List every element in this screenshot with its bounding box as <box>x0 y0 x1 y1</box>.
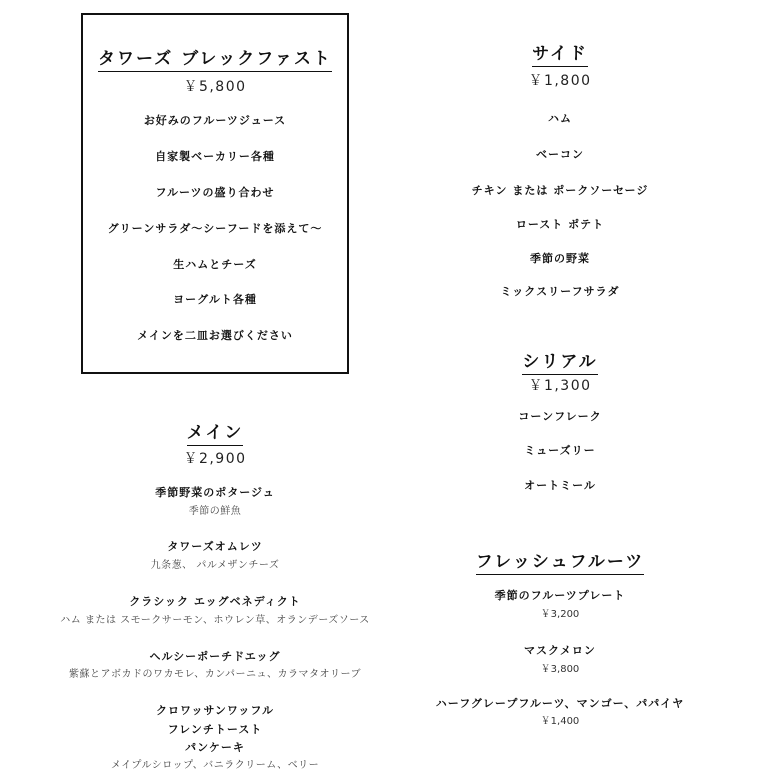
side-price: ￥1,800 <box>528 73 592 89</box>
main-item-desc: ハム または スモークサーモン、ホウレン草、オランデーズソース <box>60 615 370 626</box>
main-title: メイン <box>187 422 244 446</box>
side-item: チキン または ポークソーセージ <box>471 184 649 197</box>
side-section <box>400 43 720 67</box>
breakfast-price: ￥5,800 <box>183 79 247 95</box>
breakfast-item: ヨーグルト各種 <box>173 293 257 306</box>
breakfast-item: 自家製ベーカリー各種 <box>155 150 275 163</box>
main-item: 季節野菜のポタージュ <box>155 486 275 499</box>
breakfast-item: お好みのフルーツジュース <box>143 114 287 127</box>
main-item: タワーズオムレツ <box>167 540 263 553</box>
breakfast-item: 生ハムとチーズ <box>173 258 257 271</box>
main-item: クラシック エッグベネディクト <box>129 595 301 608</box>
side-item: ハム <box>548 112 572 125</box>
cereal-section <box>400 351 720 375</box>
side-item: ロースト ポテト <box>515 218 605 231</box>
fruit-item: 季節のフルーツプレート <box>494 589 626 602</box>
breakfast-item: メインを二皿お選びください <box>137 329 293 342</box>
fruit-item: マスクメロン <box>524 644 596 657</box>
main-section <box>15 422 415 446</box>
main-item: パンケーキ <box>185 741 245 754</box>
fruit-item-price: ￥3,200 <box>540 609 580 620</box>
main-item: フレンチトースト <box>167 723 263 736</box>
fruit-item: ハーフグレープフルーツ、マンゴー、パパイヤ <box>435 697 685 710</box>
breakfast-item: フルーツの盛り合わせ <box>155 186 275 199</box>
side-item: ミックスリーフサラダ <box>500 285 620 298</box>
breakfast-title: タワーズ ブレックファスト <box>98 48 332 72</box>
main-price: ￥2,900 <box>183 451 247 467</box>
side-item: ベーコン <box>536 148 584 161</box>
cereal-price: ￥1,300 <box>528 378 592 394</box>
fruit-item-price: ￥1,400 <box>540 716 580 727</box>
side-item: 季節の野菜 <box>530 252 590 265</box>
main-item-desc: 紫蘇とアボカドのワカモレ、カンパーニュ、カラマタオリーブ <box>69 669 361 680</box>
cereal-item: オートミール <box>524 479 596 492</box>
breakfast-item: グリーンサラダ～シーフードを添えて～ <box>107 222 323 235</box>
main-item-desc: メイプルシロップ、バニラクリーム、ベリー <box>110 760 320 771</box>
main-item-desc: 季節の鮮魚 <box>188 506 242 517</box>
side-title: サイド <box>532 43 588 67</box>
main-item: ヘルシーポーチドエッグ <box>149 650 281 663</box>
fresh-fruits-section <box>400 551 720 575</box>
fresh-fruits-title: フレッシュフルーツ <box>476 551 644 575</box>
cereal-item: ミューズリー <box>524 444 596 457</box>
main-item-desc: 九条葱、 パルメザンチーズ <box>150 560 280 571</box>
main-item: クロワッサンワッフル <box>156 704 274 717</box>
cereal-title: シリアル <box>522 351 597 375</box>
breakfast-section <box>81 48 349 72</box>
cereal-item: コーンフレーク <box>518 410 602 423</box>
fruit-item-price: ￥3,800 <box>540 664 580 675</box>
